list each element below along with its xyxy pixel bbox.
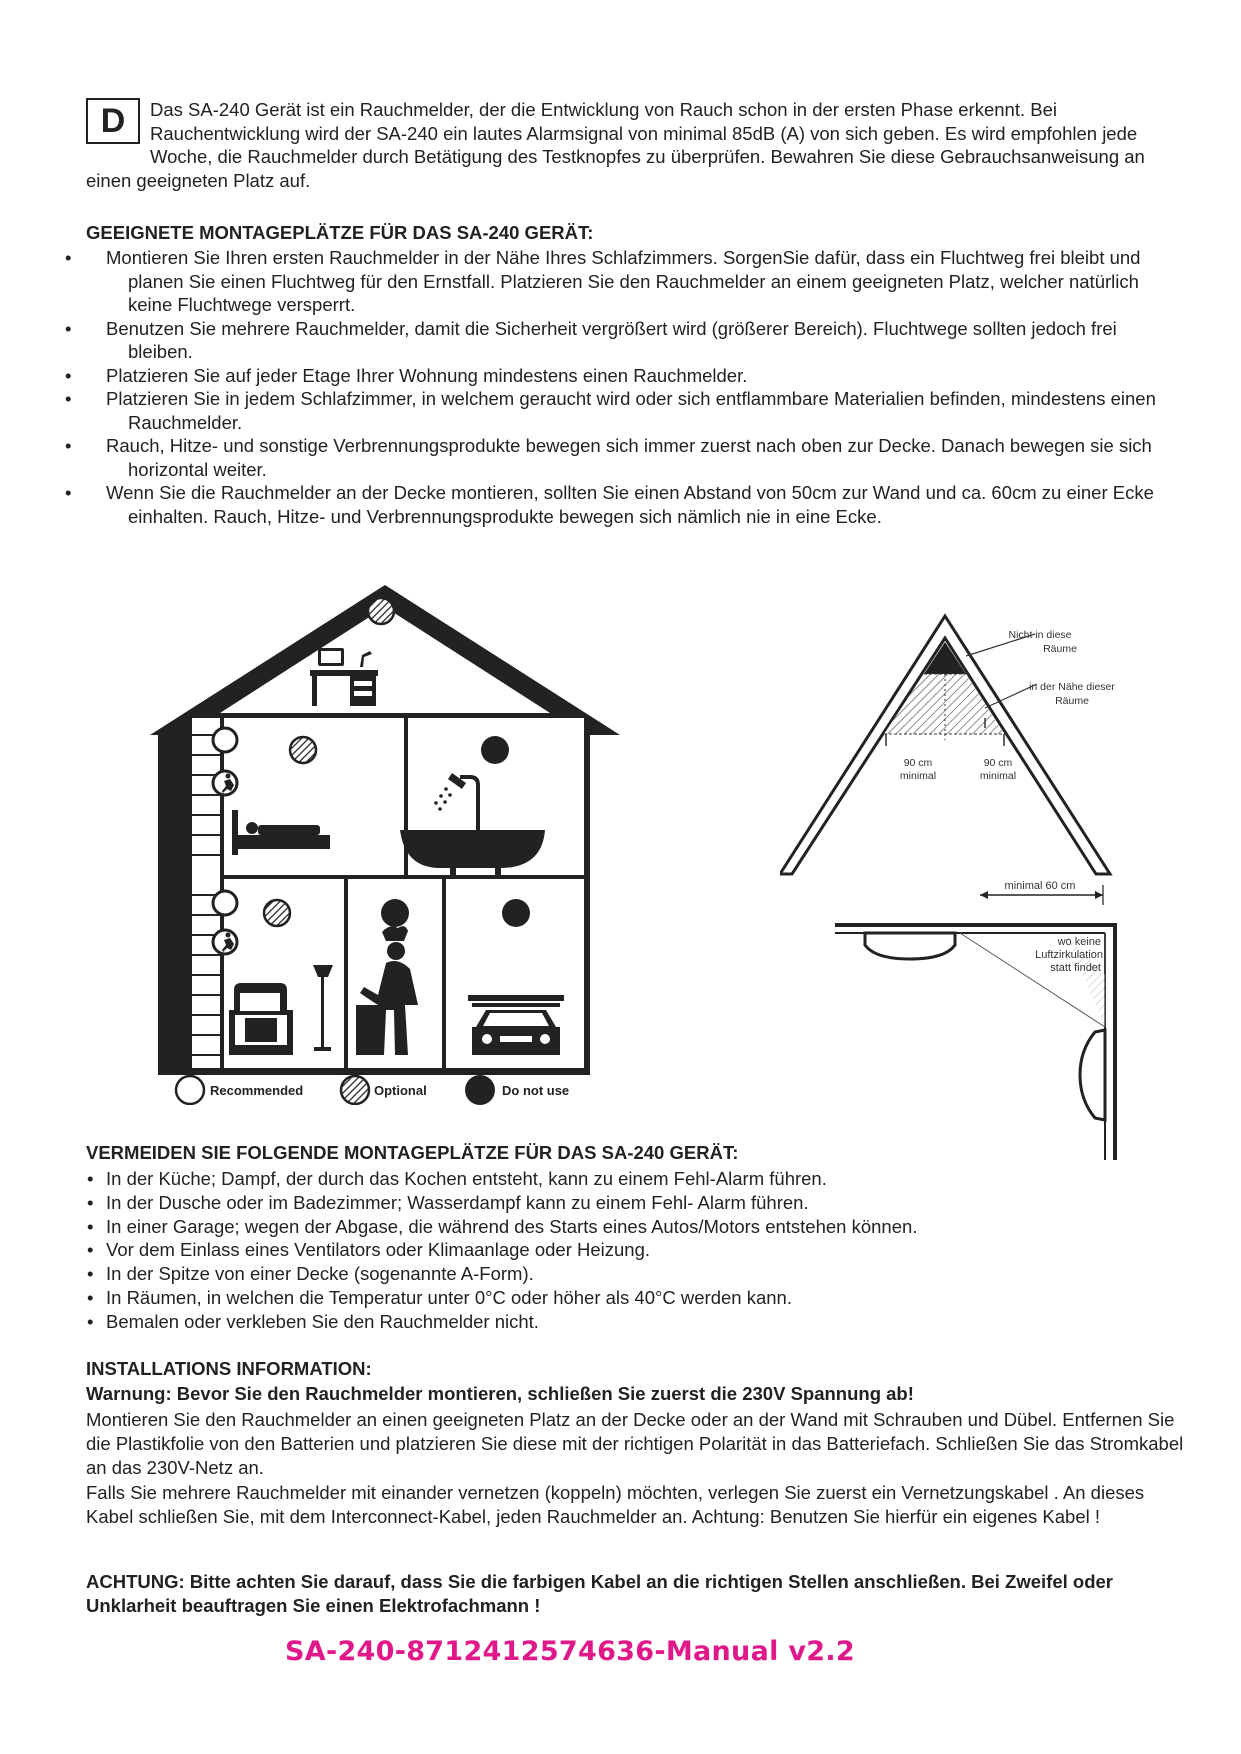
avoid-list (86, 1167, 1186, 1334)
corner-no-air-1: wo keine (1057, 936, 1101, 948)
roof-dist-right-2: minimal (979, 770, 1017, 782)
list-item: • In einer Garage; wegen der Abgase, die während des Starts eines Autos/Motors entstehen können. (86, 1215, 1186, 1239)
roof-dist-left-2: minimal (899, 770, 937, 782)
legend-do-not-use: Do not use (502, 1083, 570, 1098)
roof-dist-right-1: 90 cm (983, 757, 1013, 769)
list-item: • Wenn Sie die Rauchmelder an der Decke montieren, sollten Sie einen Abstand von 50cm zur Wand und ca. 60cm zu einer Ecke einhalten. Rauch, Hitze- und Verbrennungsprodukte bewegen sich nämlich nie in eine Ecke. (86, 481, 1186, 528)
roof-diagram (780, 612, 1125, 880)
list-item: • Vor dem Einlass eines Ventilators oder Klimaanlage oder Heizung. (86, 1238, 1186, 1262)
install-warning: Warnung: Bevor Sie den Rauchmelder montieren, schließen Sie zuerst die 230V Spannung ab! (86, 1383, 914, 1404)
roof-label-not-1: Nicht in diese (1008, 629, 1072, 641)
install-paragraph-1: Montieren Sie den Rauchmelder an einen geeigneten Platz an der Decke oder an der Wand mit Schrauben und Dübel. Entfernen Sie die Plastikfolie von den Batterien und platzieren Sie diese mit der richtigen Polarität in das Batteriefach. Schließen Sie das Stromkabel an das 230V-Netz an. (86, 1409, 1184, 1478)
list-item: • In der Spitze von einer Decke (sogenannte A-Form). (86, 1262, 1186, 1286)
language-badge: D (86, 98, 140, 144)
corner-min-label: minimal 60 cm (1004, 880, 1076, 892)
install-heading: INSTALLATIONS INFORMATION: (86, 1358, 372, 1379)
intro-text: Das SA-240 Gerät ist ein Rauchmelder, der die Entwicklung von Rauch schon in der ersten Phase erkennt. Bei Rauchentwicklung wird der SA-240 ein lautes Alarmsignal von minimal 85dB (A) von sich geben. Es wird empfohlen jede Woche, die Rauchmelder durch Betätigung des Testknopfes zu überprüfen. Bewahren Sie diese Gebrauchsanweisung an einen geeigneten Platz auf. (86, 99, 1145, 191)
list-item: • Platzieren Sie auf jeder Etage Ihrer Wohnung mindestens einen Rauchmelder. (86, 364, 1186, 388)
house-diagram (150, 585, 620, 1105)
list-item: • Platzieren Sie in jedem Schlafzimmer, in welchem geraucht wird oder sich entflammbare Materialien befinden, mindestens einen Rauchmelder. (86, 387, 1186, 434)
suitable-heading: GEEIGNETE MONTAGEPLÄTZE FÜR DAS SA-240 GERÄT: (86, 222, 594, 243)
legend-optional: Optional (374, 1083, 427, 1098)
legend-recommended: Recommended (210, 1083, 304, 1098)
corner-no-air-3: statt findet (1050, 962, 1101, 974)
avoid-heading: VERMEIDEN SIE FOLGENDE MONTAGEPLÄTZE FÜR DAS SA-240 GERÄT: (86, 1142, 739, 1163)
corner-diagram (835, 875, 1135, 1160)
corner-no-air-2: Luftzirkulation (1035, 949, 1103, 961)
intro-block (86, 98, 1166, 192)
attention-text: ACHTUNG: Bitte achten Sie darauf, dass Sie die farbigen Kabel an die richtigen Stellen anschließen. Bei Zweifel oder Unklarheit beauftragen Sie einen Elektrofachmann ! (86, 1571, 1113, 1616)
list-item: • In der Dusche oder im Badezimmer; Wasserdampf kann zu einem Fehl- Alarm führen. (86, 1191, 1186, 1215)
suitable-list (86, 246, 1186, 528)
roof-label-not-2: Räume (1043, 643, 1077, 655)
roof-dist-left-1: 90 cm (903, 757, 933, 769)
list-item: • Benutzen Sie mehrere Rauchmelder, damit die Sicherheit vergrößert wird (größerer Bereich). Fluchtwege sollten jedoch frei bleiben. (86, 317, 1186, 364)
install-paragraph-2: Falls Sie mehrere Rauchmelder mit einander vernetzen (koppeln) möchten, verlegen Sie zuerst ein Vernetzungskabel . An dieses Kabel schließen Sie, mit dem Interconnect-Kabel, jeden Rauchmelder an. Achtung: Benutzen Sie hierfür ein eigenes Kabel ! (86, 1482, 1145, 1527)
list-item: • Montieren Sie Ihren ersten Rauchmelder in der Nähe Ihres Schlafzimmers. SorgenSie dafür, dass ein Fluchtweg frei bleibt und planen Sie einen Fluchtweg für den Ernstfall. Platzieren Sie den Rauchmelder an einem geeigneten Platz, welcher natürlich keine Fluchtwege versperrt. (86, 246, 1186, 317)
roof-label-near-2: Räume (1055, 695, 1089, 707)
list-item: • In Räumen, in welchen die Temperatur unter 0°C oder höher als 40°C werden kann. (86, 1286, 1186, 1310)
list-item: • Bemalen oder verkleben Sie den Rauchmelder nicht. (86, 1310, 1186, 1334)
document-id-footer: SA-240-8712412574636-Manual v2.2 (285, 1636, 855, 1667)
list-item: • Rauch, Hitze- und sonstige Verbrennungsprodukte bewegen sich immer zuerst nach oben zur Decke. Danach bewegen sie sich horizontal weiter. (86, 434, 1186, 481)
list-item: • In der Küche; Dampf, der durch das Kochen entsteht, kann zu einem Fehl-Alarm führen. (86, 1167, 1186, 1191)
roof-label-near-1: in der Nähe dieser (1029, 681, 1115, 693)
